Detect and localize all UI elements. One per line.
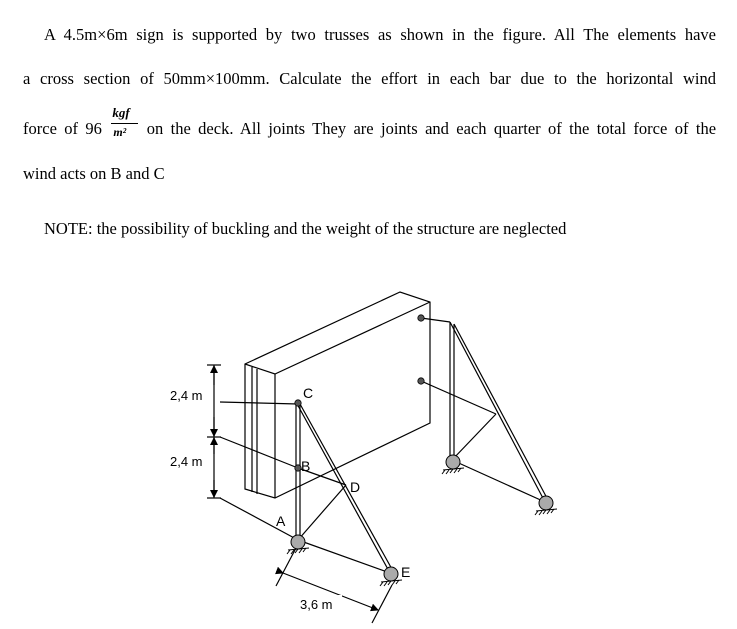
problem-line-1: A 4.5m×6m sign is supported by two trusses as shown in the figure. All The elements have (44, 25, 716, 44)
joint-back-lower (418, 378, 424, 384)
unit-numerator: kgf (112, 105, 130, 120)
support-e (380, 567, 402, 586)
point-b-label: B (301, 458, 311, 474)
point-c-label: C (303, 385, 314, 401)
support-a (287, 535, 309, 554)
joint-c (295, 400, 301, 406)
back-truss (421, 318, 548, 502)
point-e-label: E (401, 564, 411, 580)
line3-before: force of 96 (23, 119, 102, 138)
sign-panel (245, 292, 430, 498)
dim-base-label: 3,6 m (300, 597, 333, 612)
problem-line-2: a cross section of 50mm×100mm. Calculate the effort in each bar due to the horizontal wind (23, 69, 716, 88)
dim-upper-label: 2,4 m (170, 388, 203, 403)
supports (287, 455, 557, 586)
unit-denominator: m² (113, 125, 127, 139)
line3-after: on the deck. All joints They are joints and each quarter of the total force of the (146, 119, 717, 138)
dim-lower-label: 2,4 m (170, 454, 203, 469)
problem-line-4: wind acts on B and C (23, 164, 165, 183)
note-text: NOTE: the possibility of buckling and the weight of the structure are neglected (44, 219, 567, 238)
point-a-label: A (276, 513, 286, 529)
joint-back-upper (418, 315, 424, 321)
point-d-label: D (350, 479, 361, 495)
